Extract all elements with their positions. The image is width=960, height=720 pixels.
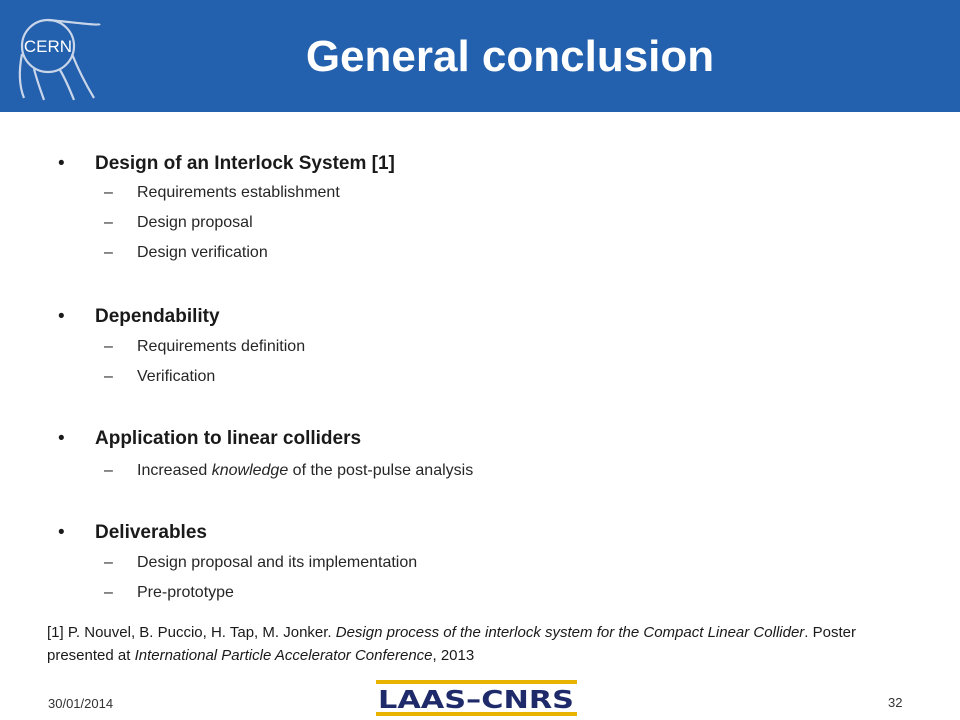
dash-icon: – (104, 462, 113, 479)
list-item (104, 242, 268, 264)
laas-cnrs-logo-text: LAAS–CNRS (378, 685, 574, 714)
section-heading (58, 305, 220, 329)
section-heading-text: Design of an Interlock System [1] (95, 153, 395, 174)
dash-icon: – (104, 554, 113, 571)
list-item-text: Pre-prototype (137, 584, 234, 601)
title-bar (0, 0, 960, 112)
list-item-text: Design proposal (137, 214, 253, 231)
list-item-text: Design verification (137, 244, 268, 261)
list-item-text: Verification (137, 368, 216, 385)
emphasis-text: knowledge (211, 462, 289, 479)
list-item (104, 582, 234, 604)
list-item-text-before: Increased (137, 462, 212, 479)
list-item (104, 552, 417, 574)
reference-year: , 2013 (432, 647, 475, 664)
reference-authors: [1] P. Nouvel, B. Puccio, H. Tap, M. Jonker. (47, 624, 336, 641)
list-item (104, 212, 253, 234)
dash-icon: – (104, 584, 113, 601)
list-item-text: Requirements establishment (137, 184, 340, 201)
list-item-text: Design proposal and its implementation (137, 554, 418, 571)
bullet-icon: • (58, 306, 65, 327)
laas-cnrs-logo-icon (374, 676, 579, 720)
section-heading-text: Application to linear colliders (95, 428, 362, 449)
bullet-icon: • (58, 522, 65, 543)
list-item (104, 366, 215, 388)
list-item-text: Requirements definition (137, 338, 306, 355)
section-heading-text: Deliverables (95, 522, 207, 543)
dash-icon: – (104, 244, 113, 261)
list-item-text-after: of the post-pulse analysis (288, 462, 474, 479)
cern-logo-text: CERN (23, 37, 73, 56)
footer-date: 30/01/2014 (48, 696, 114, 711)
bullet-icon: • (58, 153, 65, 174)
dash-icon: – (104, 214, 113, 231)
dash-icon: – (104, 338, 113, 355)
list-item (104, 460, 473, 482)
section-heading (58, 521, 207, 545)
list-item (104, 336, 305, 358)
reference-title: Design process of the interlock system for the Compact Linear Collider (335, 624, 805, 641)
page-title: General conclusion (305, 32, 715, 81)
bullet-icon: • (58, 428, 65, 449)
section-heading (58, 427, 361, 451)
dash-icon: – (104, 184, 113, 201)
reference-note (47, 621, 877, 667)
section-heading-text: Dependability (95, 306, 220, 327)
reference-middle: . Poster presented at (47, 624, 856, 664)
page-number: 32 (888, 695, 903, 710)
dash-icon: – (104, 368, 113, 385)
list-item (104, 182, 340, 204)
reference-venue: International Particle Accelerator Conference (134, 647, 433, 664)
section-heading (58, 152, 395, 176)
